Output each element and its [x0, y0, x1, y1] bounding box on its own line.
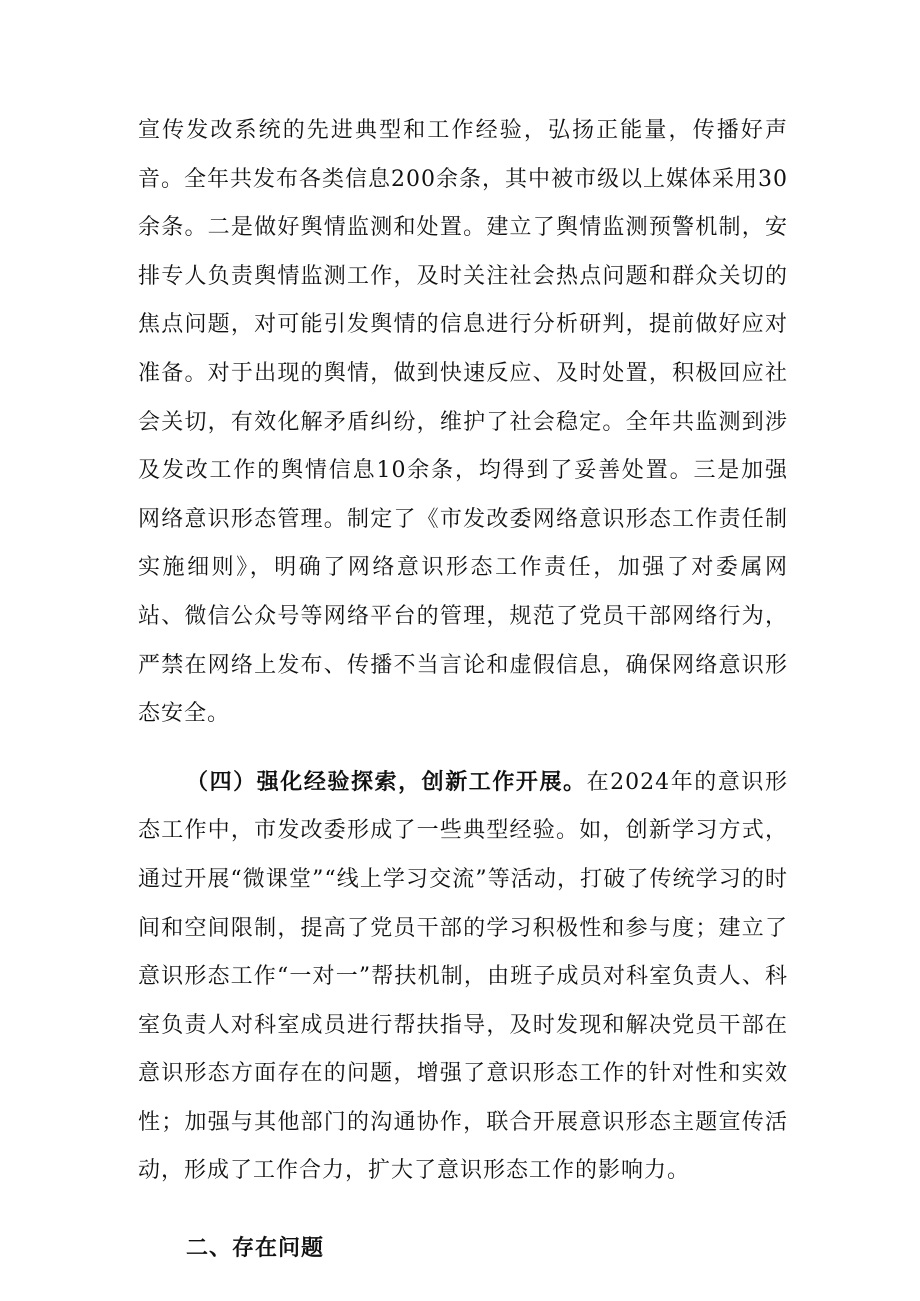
paragraph-text: 宣传发改系统的先进典型和工作经验，弘扬正能量，传播好声音。全年共发布各类信息200余条，其中被市级以上媒体采用30余条。二是做好舆情监测和处置。建立了舆情监测预警机制，安排专人负责舆情监测工作，及时关注社会热点问题和群众关切的焦点问题，对可能引发舆情的信息进行分析研判，提前做好应对准备。对于出现的舆情，做到快速反应、及时处置，积极回应社会关切，有效化解矛盾纠纷，维护了社会稳定。全年共监测到涉及发改工作的舆情信息10余条，均得到了妥善处置。三是加强网络意识形态管理。制定了《市发改委网络意识形态工作责任制实施细则》，明确了网络意识形态工作责任，加强了对委属网站、微信公众号等网络平台的管理，规范了党员干部网络行为，严禁在网络上发布、传播不当言论和虚假信息，确保网络意识形态安全。	[138, 118, 788, 727]
paragraph-continued	[138, 107, 788, 739]
document-page	[138, 107, 788, 1272]
paragraph-text: 在2024年的意识形态工作中，市发改委形成了一些典型经验。如，创新学习方式，通过开展“微课堂”“线上学习交流”等活动，打破了传统学习的时间和空间限制，提高了党员干部的学习积极性和参与度；建立了意识形态工作“一对一”帮扶机制，由班子成员对科室负责人、科室负责人对科室成员进行帮扶指导，及时发现和解决党员干部在意识形态方面存在的问题，增强了意识形态工作的针对性和实效性；加强与其他部门的沟通协作，联合开展意识形态主题宣传活动，形成了工作合力，扩大了意识形态工作的影响力。	[138, 769, 788, 1184]
paragraph-lead-heading: （四）强化经验探索，创新工作开展。	[186, 768, 587, 795]
paragraph-section-four	[138, 758, 788, 1196]
section-heading: 二、存在问题	[186, 1235, 325, 1262]
